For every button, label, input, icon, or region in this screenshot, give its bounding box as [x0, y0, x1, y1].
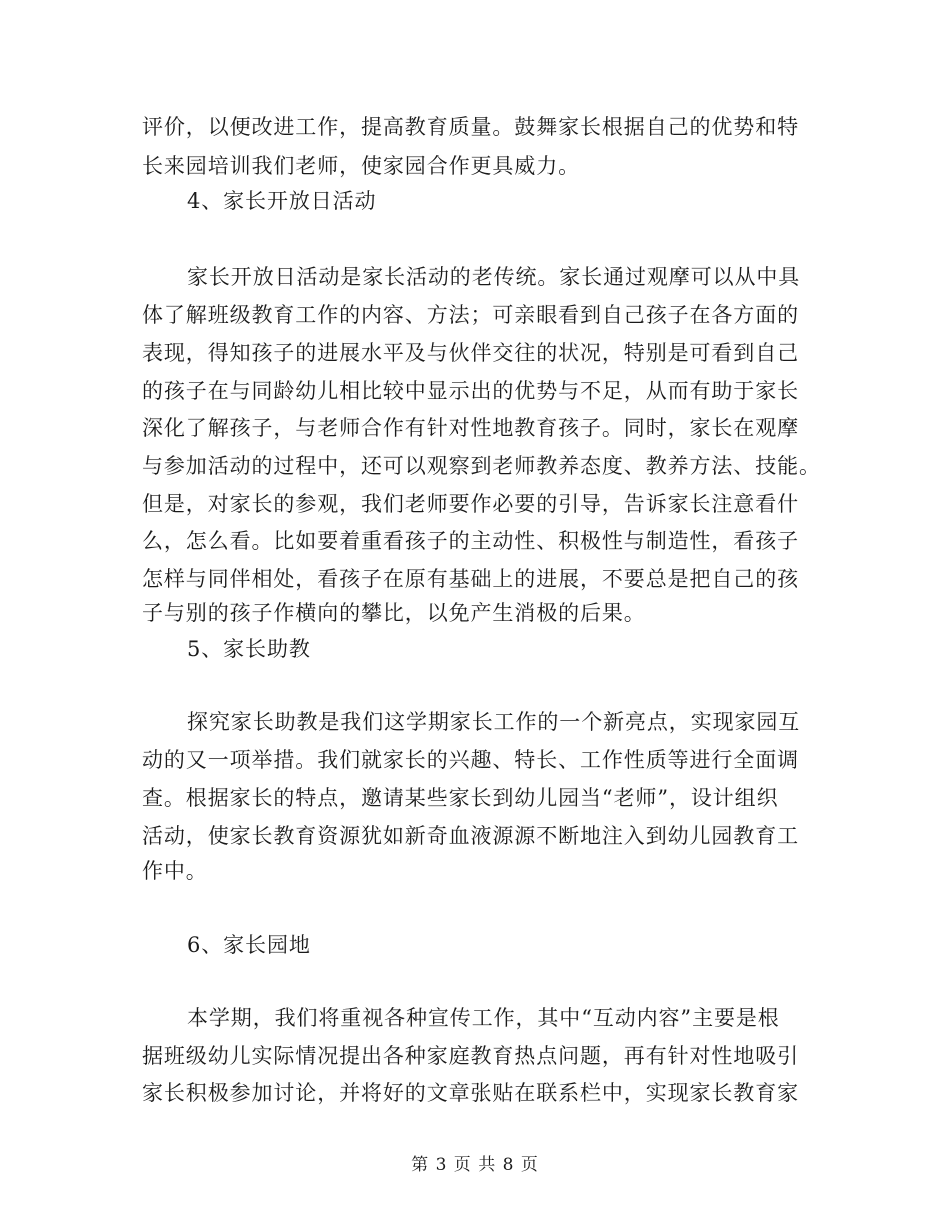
text-line: 本学期，我们将重视各种宣传工作，其中“互动内容”主要是根 — [187, 1006, 780, 1030]
text-line: 但是，对家长的参观，我们老师要作必要的引导，告诉家长注意看什 — [142, 492, 799, 516]
page-number: 第 3 页 共 8 页 — [411, 1155, 539, 1175]
text-line: 深化了解孩子，与老师合作有针对性地教育孩子。同时，家长在观摩 — [142, 416, 799, 440]
text-line: 的孩子在与同龄幼儿相比较中显示出的优势与不足，从而有助于家长 — [142, 379, 799, 403]
text-line: 子与别的孩子作横向的攀比，以免产生消极的后果。 — [142, 601, 646, 625]
section-heading: 6、家长园地 — [187, 933, 311, 957]
text-line: 长来园培训我们老师，使家园合作更具威力。 — [142, 154, 580, 178]
text-line: 家长积极参加讨论，并将好的文章张贴在联系栏中，实现家长教育家 — [142, 1081, 799, 1105]
section-heading: 5、家长助教 — [187, 637, 311, 661]
text-line: 据班级幼儿实际情况提出各种家庭教育热点问题，再有针对性地吸引 — [142, 1044, 799, 1068]
text-line: 表现，得知孩子的进展水平及与伙伴交往的状况，特别是可看到自己 — [142, 341, 799, 365]
text-line: 查。根据家长的特点，邀请某些家长到幼儿园当“老师”，设计组织 — [142, 786, 779, 810]
text-line: 动的又一项举措。我们就家长的兴趣、特长、工作性质等进行全面调 — [142, 748, 799, 772]
text-line: 与参加活动的过程中，还可以观察到老师教养态度、教养方法、技能。 — [142, 454, 821, 478]
text-line: 么，怎么看。比如要着重看孩子的主动性、积极性与制造性，看孩子 — [142, 529, 799, 553]
text-line: 活动，使家长教育资源犹如新奇血液源源不断地注入到幼儿园教育工 — [142, 824, 799, 848]
text-line: 家长开放日活动是家长活动的老传统。家长通过观摩可以从中具 — [187, 265, 801, 289]
text-line: 探究家长助教是我们这学期家长工作的一个新亮点，实现家园互 — [187, 710, 801, 734]
text-line: 体了解班级教育工作的内容、方法；可亲眼看到自己孩子在各方面的 — [142, 303, 799, 327]
section-heading: 4、家长开放日活动 — [187, 189, 377, 213]
text-line: 评价，以便改进工作，提高教育质量。鼓舞家长根据自己的优势和特 — [142, 115, 799, 139]
text-line: 怎样与同伴相处，看孩子在原有基础上的进展，不要总是把自己的孩 — [142, 567, 799, 591]
text-line: 作中。 — [142, 859, 208, 883]
